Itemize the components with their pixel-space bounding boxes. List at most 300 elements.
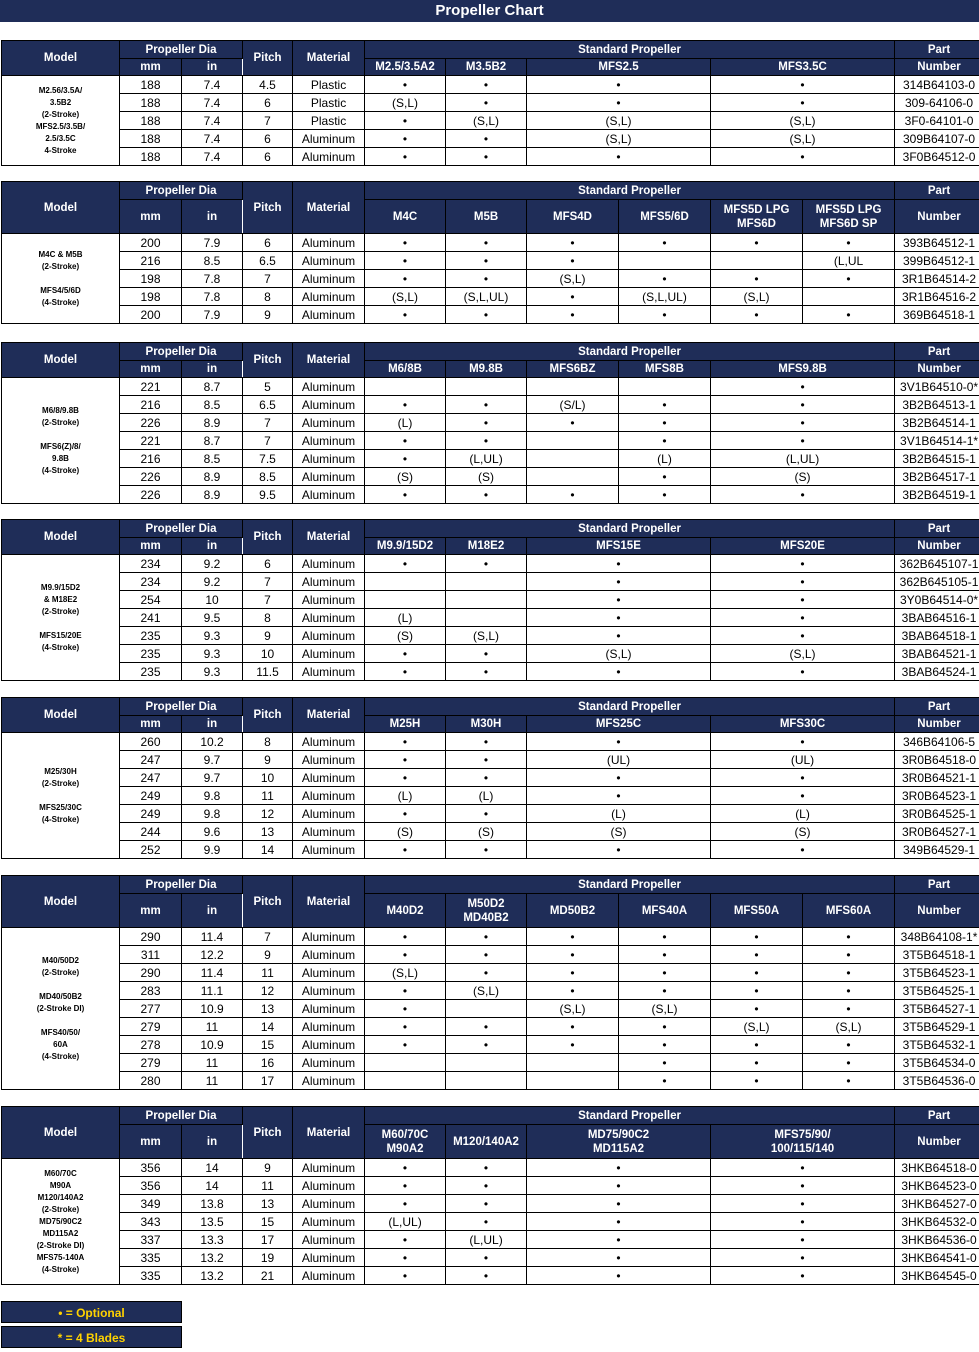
table-cell: 17 [243, 1072, 293, 1090]
table-cell: 11 [182, 1018, 243, 1036]
table-cell: 216 [120, 450, 182, 468]
table-cell: (L) [365, 414, 446, 432]
propeller-table [1, 181, 979, 324]
table-cell: 278 [120, 1036, 182, 1054]
header-line: MD50B2 [549, 904, 596, 917]
model-line: (4-Stroke) [41, 465, 80, 475]
table-cell [365, 378, 446, 396]
table-cell: • [803, 270, 895, 288]
table-cell: • [619, 234, 711, 252]
table-cell: (L,UL) [365, 1213, 446, 1231]
table-cell: • [365, 252, 446, 270]
standard-propeller-model-header [527, 200, 619, 234]
table-cell: 7 [243, 432, 293, 450]
table-row [2, 805, 979, 823]
header-line: MFS60A [825, 904, 872, 917]
table-row [2, 733, 979, 751]
table-cell: 290 [120, 964, 182, 982]
table-cell: (S,L) [527, 1000, 619, 1018]
table-cell: • [711, 396, 895, 414]
part-number-cell: 3T5B64523-1 [895, 964, 979, 982]
standard-propeller-header: Standard Propeller [365, 876, 895, 894]
table-row [2, 1177, 979, 1195]
header-line: MFS30C [779, 718, 826, 730]
table-cell: • [527, 148, 711, 166]
part-header: Part [895, 520, 979, 538]
mm-header: mm [120, 361, 182, 378]
table-cell: 5 [243, 378, 293, 396]
table-cell: • [365, 148, 446, 166]
table-cell: • [711, 148, 895, 166]
table-cell: • [446, 805, 527, 823]
table-cell: 188 [120, 112, 182, 130]
part-number-cell: 314B64103-0 [895, 76, 979, 94]
table-cell: • [527, 609, 711, 627]
table-cell: 247 [120, 769, 182, 787]
model-line: MFS4/5/6D [40, 285, 81, 295]
table-cell: • [365, 130, 446, 148]
model-line [2, 790, 119, 802]
number-header: Number [895, 1125, 979, 1159]
table-cell: Aluminum [293, 645, 365, 663]
model-line: (4-Stroke) [41, 814, 80, 824]
part-number-cell: 3R0B64523-1 [895, 787, 979, 805]
model-line: MFS6(Z)/8/ [40, 441, 81, 451]
part-number-cell: 3B2B64515-1 [895, 450, 979, 468]
table-cell: 9 [243, 1159, 293, 1177]
model-line: M9.9/15D2 [40, 582, 81, 592]
model-line: (2-Stroke) [41, 109, 80, 119]
table-row [2, 396, 979, 414]
mm-header: mm [120, 538, 182, 555]
table-cell: 7 [243, 270, 293, 288]
table-cell: 11 [243, 787, 293, 805]
table-cell: Plastic [293, 94, 365, 112]
table-cell: 6 [243, 94, 293, 112]
table-cell: Aluminum [293, 1213, 365, 1231]
table-cell: • [365, 982, 446, 1000]
table-cell: • [711, 234, 803, 252]
header-line: MFS20E [780, 540, 825, 552]
in-header: in [182, 59, 243, 76]
table-cell: 11.1 [182, 982, 243, 1000]
table-row [2, 1231, 979, 1249]
part-number-cell: 3F0-64101-0 [895, 112, 979, 130]
table-cell [527, 450, 619, 468]
standard-propeller-model-header [711, 894, 803, 928]
table-cell: 221 [120, 378, 182, 396]
header-line: MFS6D [737, 217, 776, 230]
table-cell [803, 288, 895, 306]
pitch-header: Pitch [243, 343, 293, 378]
part-number-cell: 3T5B64518-1 [895, 946, 979, 964]
table-cell: 9.7 [182, 751, 243, 769]
header-line: MFS9.8B [778, 363, 827, 375]
part-number-cell: 3HKB64532-0 [895, 1213, 979, 1231]
table-cell: • [527, 555, 711, 573]
standard-propeller-model-header [711, 538, 895, 555]
table-row [2, 1159, 979, 1177]
table-row [2, 1267, 979, 1285]
header-line: MFS50A [733, 904, 780, 917]
table-cell: • [446, 841, 527, 859]
table-cell: 279 [120, 1054, 182, 1072]
propeller-dia-header: Propeller Dia [120, 876, 243, 894]
table-cell: 7 [243, 414, 293, 432]
table-cell: 15 [243, 1036, 293, 1054]
table-cell: • [619, 432, 711, 450]
table-cell: Aluminum [293, 1054, 365, 1072]
table-cell: Aluminum [293, 1000, 365, 1018]
table-cell: 283 [120, 982, 182, 1000]
standard-propeller-model-header [446, 538, 527, 555]
table-cell: Aluminum [293, 733, 365, 751]
table-cell: 216 [120, 252, 182, 270]
part-number-cell: 3HKB64545-0 [895, 1267, 979, 1285]
table-cell: (L) [365, 609, 446, 627]
table-cell: (S,L,UL) [446, 288, 527, 306]
table-cell: 249 [120, 787, 182, 805]
part-number-cell: 3BAB64516-1 [895, 609, 979, 627]
table-cell: 13 [243, 823, 293, 841]
header-line: MFS2.5 [598, 61, 639, 73]
table-cell: (L,UL) [711, 450, 895, 468]
model-line: M40/50D2 [42, 955, 79, 965]
part-header: Part [895, 343, 979, 361]
table-cell: Aluminum [293, 1267, 365, 1285]
part-number-cell: 3T5B64534-0 [895, 1054, 979, 1072]
in-header: in [182, 1125, 243, 1159]
part-number-cell: 3B2B64514-1 [895, 414, 979, 432]
table-cell: 335 [120, 1249, 182, 1267]
table-cell: • [446, 234, 527, 252]
table-cell: • [527, 982, 619, 1000]
table-cell: 9.7 [182, 769, 243, 787]
table-row [2, 130, 979, 148]
table-cell: 7 [243, 928, 293, 946]
part-number-cell: 3HKB64541-0 [895, 1249, 979, 1267]
header-line: M30H [470, 718, 502, 730]
table-cell: (S,L) [365, 94, 446, 112]
table-cell: (S,L) [365, 964, 446, 982]
model-line: MD75/90C2 [39, 1216, 82, 1226]
model-line: (2-Stroke) [41, 1204, 80, 1214]
table-cell: Aluminum [293, 1159, 365, 1177]
in-header: in [182, 200, 243, 234]
table-cell: 7.4 [182, 76, 243, 94]
table-cell: 188 [120, 148, 182, 166]
table-cell: • [711, 1036, 803, 1054]
table-cell: 188 [120, 130, 182, 148]
table-row [2, 627, 979, 645]
table-row [2, 964, 979, 982]
table-cell: • [446, 1036, 527, 1054]
table-cell: 19 [243, 1249, 293, 1267]
table-cell: 198 [120, 288, 182, 306]
standard-propeller-model-header [446, 361, 527, 378]
table-cell: • [619, 928, 711, 946]
table-cell: (UL) [527, 751, 711, 769]
table-cell [365, 1072, 446, 1090]
table-cell: (L) [711, 805, 895, 823]
table-row [2, 751, 979, 769]
table-cell: (S,L) [527, 645, 711, 663]
number-header: Number [895, 361, 979, 378]
table-cell: • [446, 1159, 527, 1177]
table-cell: 11 [182, 1072, 243, 1090]
standard-propeller-header: Standard Propeller [365, 182, 895, 200]
table-cell: (L,UL) [446, 450, 527, 468]
model-line: M4C & M5B [38, 249, 83, 259]
model-header: Model [2, 520, 120, 555]
table-cell: (UL) [711, 751, 895, 769]
model-cell [2, 76, 120, 166]
standard-propeller-model-header [365, 361, 446, 378]
part-number-cell: 3T5B64529-1 [895, 1018, 979, 1036]
table-cell: 9 [243, 751, 293, 769]
part-number-cell: 309B64107-0 [895, 130, 979, 148]
pitch-header: Pitch [243, 41, 293, 76]
table-cell: 343 [120, 1213, 182, 1231]
part-number-cell: 3R0B64518-0 [895, 751, 979, 769]
header-line: MFS6D SP [819, 217, 878, 230]
header-line: M120/140A2 [453, 1135, 519, 1148]
table-cell: 7.4 [182, 148, 243, 166]
table-cell: • [365, 1267, 446, 1285]
table-cell: • [446, 645, 527, 663]
mm-header: mm [120, 894, 182, 928]
table-cell: Aluminum [293, 414, 365, 432]
model-line: MFS25/30C [39, 802, 82, 812]
table-row [2, 234, 979, 252]
table-row [2, 823, 979, 841]
table-cell: • [803, 1036, 895, 1054]
table-cell: • [711, 663, 895, 681]
table-cell: • [446, 1195, 527, 1213]
table-cell: • [711, 94, 895, 112]
table-cell: Aluminum [293, 663, 365, 681]
table-cell: • [527, 1267, 711, 1285]
table-cell: 9.8 [182, 787, 243, 805]
table-cell: • [619, 270, 711, 288]
table-cell: 7.5 [243, 450, 293, 468]
table-cell: (S,L) [619, 1000, 711, 1018]
header-line: M6/8B [388, 363, 422, 375]
table-cell: • [365, 1249, 446, 1267]
table-cell: (S,L) [711, 112, 895, 130]
propeller-dia-header: Propeller Dia [120, 520, 243, 538]
model-line: MFS2.5/3.5B/ [35, 121, 86, 131]
table-cell: Aluminum [293, 928, 365, 946]
model-header: Model [2, 1107, 120, 1159]
table-cell: • [446, 1177, 527, 1195]
table-cell: 8.5 [182, 396, 243, 414]
part-header: Part [895, 876, 979, 894]
table-cell: Aluminum [293, 306, 365, 324]
table-cell: 356 [120, 1159, 182, 1177]
table-cell: Aluminum [293, 964, 365, 982]
table-cell: Aluminum [293, 982, 365, 1000]
table-cell: • [365, 1231, 446, 1249]
table-cell: Aluminum [293, 378, 365, 396]
model-line: (4-Stroke) [41, 1051, 80, 1061]
table-cell: • [446, 306, 527, 324]
table-cell: 337 [120, 1231, 182, 1249]
table-cell: 13 [243, 1195, 293, 1213]
table-cell: 14 [243, 1018, 293, 1036]
part-header: Part [895, 698, 979, 716]
part-number-cell: 3B2B64513-1 [895, 396, 979, 414]
table-cell: 9.2 [182, 555, 243, 573]
legend-optional: • = Optional [1, 1301, 182, 1323]
mm-header: mm [120, 200, 182, 234]
table-cell: 7.4 [182, 94, 243, 112]
table-cell: (L,UL) [446, 1231, 527, 1249]
table-cell: 8 [243, 288, 293, 306]
table-cell: • [527, 1018, 619, 1036]
model-line: M25/30H [44, 766, 77, 776]
table-cell: • [365, 663, 446, 681]
table-row [2, 306, 979, 324]
table-cell: • [365, 112, 446, 130]
model-line: M6/8/9.8B [42, 405, 79, 415]
table-cell: • [446, 252, 527, 270]
table-cell: • [803, 1054, 895, 1072]
table-cell: • [527, 769, 711, 787]
table-row [2, 928, 979, 946]
table-cell: 9.5 [243, 486, 293, 504]
header-line: MFS40A [641, 904, 688, 917]
table-cell: 7.8 [182, 288, 243, 306]
table-cell: • [527, 928, 619, 946]
table-cell: 6 [243, 555, 293, 573]
table-cell [365, 1054, 446, 1072]
part-number-cell: 3HKB64527-0 [895, 1195, 979, 1213]
table-cell: • [446, 946, 527, 964]
table-cell: • [527, 1231, 711, 1249]
model-line: (2-Stroke) [41, 261, 80, 271]
header-line: MFS6BZ [549, 363, 596, 375]
table-cell: 356 [120, 1177, 182, 1195]
table-cell: • [446, 432, 527, 450]
table-cell: • [711, 573, 895, 591]
table-cell: Aluminum [293, 396, 365, 414]
number-header: Number [895, 716, 979, 733]
table-cell: • [446, 1213, 527, 1231]
table-cell: • [446, 130, 527, 148]
table-cell: • [711, 1231, 895, 1249]
model-line: M90A [49, 1180, 72, 1190]
table-cell [446, 1072, 527, 1090]
table-cell: (L) [527, 805, 711, 823]
table-row [2, 76, 979, 94]
table-row [2, 486, 979, 504]
part-number-cell: 3HKB64523-0 [895, 1177, 979, 1195]
standard-propeller-model-header [711, 716, 895, 733]
table-cell: • [365, 1195, 446, 1213]
table-cell: Aluminum [293, 1195, 365, 1213]
table-row [2, 1054, 979, 1072]
table-cell: • [803, 234, 895, 252]
table-cell: Aluminum [293, 609, 365, 627]
table-cell: 11.4 [182, 928, 243, 946]
pitch-header: Pitch [243, 1107, 293, 1159]
standard-propeller-model-header [619, 894, 711, 928]
table-cell: 12 [243, 805, 293, 823]
table-cell [446, 591, 527, 609]
table-cell: Aluminum [293, 627, 365, 645]
table-cell: 13 [243, 1000, 293, 1018]
table-cell: • [711, 769, 895, 787]
table-cell: • [527, 306, 619, 324]
table-cell: Aluminum [293, 1177, 365, 1195]
table-cell: 7 [243, 573, 293, 591]
table-cell: (S,L) [365, 288, 446, 306]
table-cell: 11 [182, 1054, 243, 1072]
table-cell: • [446, 733, 527, 751]
table-cell: • [446, 769, 527, 787]
table-cell: 10 [243, 769, 293, 787]
table-cell: • [365, 306, 446, 324]
part-number-cell: 3BAB64524-1 [895, 663, 979, 681]
table-cell: • [803, 306, 895, 324]
part-number-cell: 346B64106-5 [895, 733, 979, 751]
standard-propeller-header: Standard Propeller [365, 1107, 895, 1125]
table-cell: 9.2 [182, 573, 243, 591]
table-cell: • [619, 486, 711, 504]
material-header: Material [293, 182, 365, 234]
standard-propeller-model-header [619, 200, 711, 234]
table-cell: 241 [120, 609, 182, 627]
table-cell: • [527, 288, 619, 306]
table-cell: • [711, 378, 895, 396]
table-cell: • [365, 751, 446, 769]
model-line [2, 273, 119, 285]
table-cell: 252 [120, 841, 182, 859]
table-cell: • [365, 645, 446, 663]
pitch-header: Pitch [243, 698, 293, 733]
table-cell: 349 [120, 1195, 182, 1213]
table-cell: • [446, 148, 527, 166]
header-line: M4C [392, 210, 418, 223]
table-row [2, 1213, 979, 1231]
standard-propeller-model-header [446, 716, 527, 733]
table-cell: • [446, 928, 527, 946]
header-line: MFS5D LPG [723, 203, 790, 216]
table-cell: • [803, 1072, 895, 1090]
table-row [2, 769, 979, 787]
table-cell: • [365, 396, 446, 414]
model-line: MD40/50B2 [39, 991, 82, 1001]
table-cell: • [711, 1159, 895, 1177]
standard-propeller-model-header [527, 538, 711, 555]
table-cell [527, 378, 619, 396]
table-cell: • [365, 1036, 446, 1054]
table-cell: • [446, 663, 527, 681]
table-cell: Aluminum [293, 841, 365, 859]
model-line: (4-Stroke) [41, 642, 80, 652]
table-cell: • [619, 1072, 711, 1090]
table-cell: • [527, 252, 619, 270]
table-cell: Aluminum [293, 555, 365, 573]
standard-propeller-model-header [365, 200, 446, 234]
header-line: MFS4D [553, 210, 592, 223]
material-header: Material [293, 520, 365, 555]
model-line [2, 1015, 119, 1027]
table-cell: 235 [120, 627, 182, 645]
standard-propeller-model-header [711, 361, 895, 378]
table-cell: 254 [120, 591, 182, 609]
